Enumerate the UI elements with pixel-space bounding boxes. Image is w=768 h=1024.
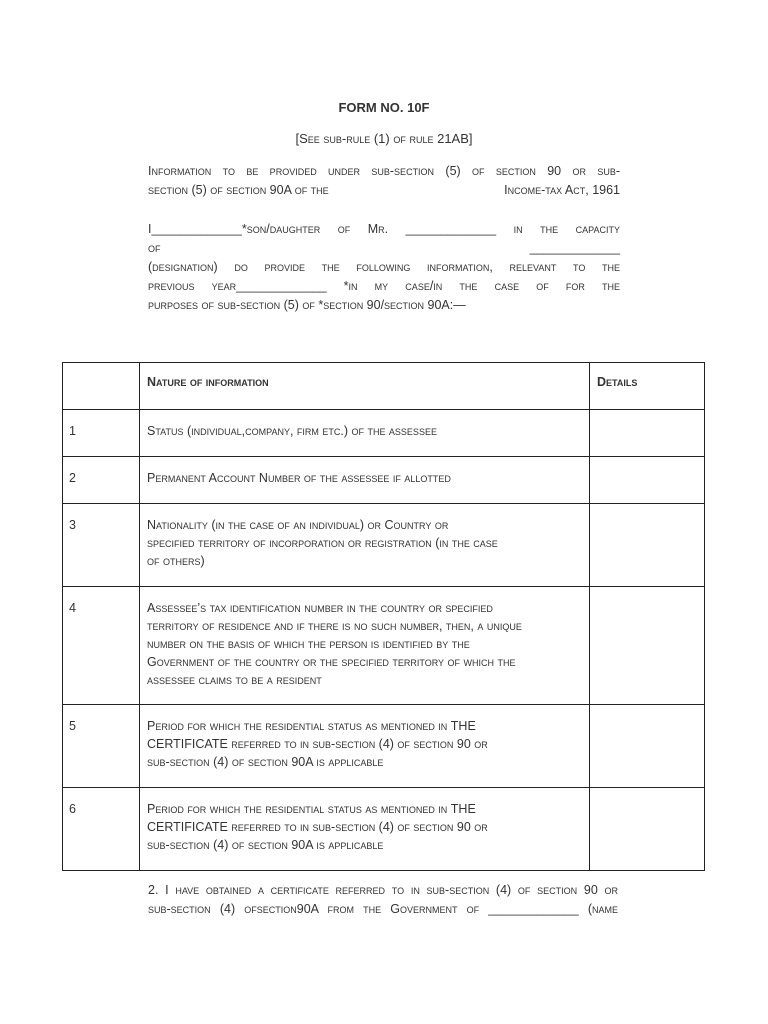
declaration-line-2-right: _____________: [529, 241, 620, 255]
declaration-line-1: I_____________*son/daughter of Mr. _____________ in the capacity: [148, 222, 620, 236]
table-header-row: [63, 363, 705, 410]
header-nature: Nature of information: [140, 363, 590, 410]
intro-line-2-right: Income-tax Act, 1961: [504, 183, 620, 197]
declaration-line-2-left: of: [148, 241, 161, 255]
intro-line-1: Information to be provided under sub-section (5) of section 90 or sub-: [148, 164, 620, 178]
table-row: [63, 410, 705, 457]
row-details-cell[interactable]: [590, 788, 705, 871]
table-row: [63, 587, 705, 705]
row-number: 3: [63, 504, 140, 587]
row-text-part-b: THE CERTIFICATE: [147, 719, 476, 751]
declaration-line-2: [148, 239, 620, 258]
row-text: Assessee’s tax identification number in the country or specified territory of residence and if there is no such number, then, a unique number on the basis of which the person is identified by the Government of the country or the specified territory of which the assessee claims to be a resident: [140, 587, 590, 705]
row-details-cell[interactable]: [590, 705, 705, 788]
form-title: FORM NO. 10F: [338, 100, 430, 115]
row-details-cell[interactable]: [590, 587, 705, 705]
intro-paragraph: [148, 162, 620, 200]
row-text-part-a: Period for which the residential status as mentioned in: [147, 719, 451, 733]
row-text-part-c: referred to in sub-section (4) of section 90 or sub-section (4) of section 90A is applicable: [147, 737, 488, 769]
row-text-part-a: Period for which the residential status as mentioned in: [147, 802, 451, 816]
row-number: 2: [63, 457, 140, 504]
row-text: [140, 788, 590, 871]
row-text-part-b: THE CERTIFICATE: [147, 802, 476, 834]
table-row: [63, 504, 705, 587]
row-text: [140, 705, 590, 788]
row-details-cell[interactable]: [590, 457, 705, 504]
declaration-line-5: purposes of sub-section (5) of *section 90/section 90A:—: [148, 298, 466, 312]
intro-line-2-left: section (5) of section 90A of the: [148, 183, 329, 197]
information-table: [62, 362, 705, 871]
row-number: 5: [63, 705, 140, 788]
declaration-line-4: previous year_____________ *in my case/in the case of for the: [148, 279, 620, 293]
row-text: Nationality (in the case of an individual) or Country or specified territory of incorporation or registration (in the case of others): [140, 504, 590, 587]
row-number: 6: [63, 788, 140, 871]
footer-line-2: sub-section (4) ofsection90A from the Government of _____________ (name: [148, 902, 618, 916]
row-details-cell[interactable]: [590, 504, 705, 587]
declaration-line-3: (designation) do provide the following information, relevant to the: [148, 260, 620, 274]
row-number: 1: [63, 410, 140, 457]
header-details: Details: [590, 363, 705, 410]
form-subtitle: [See sub-rule (1) of rule 21AB]: [295, 131, 473, 146]
header-number: [63, 363, 140, 410]
row-text: Permanent Account Number of the assessee if allotted: [140, 457, 590, 504]
row-text: Status (individual,company, firm etc.) of the assessee: [140, 410, 590, 457]
table-row: [63, 788, 705, 871]
intro-line-2: [148, 181, 620, 200]
row-details-cell[interactable]: [590, 410, 705, 457]
footer-paragraph: [148, 881, 618, 919]
row-text-part-c: referred to in sub-section (4) of section 90 or sub-section (4) of section 90A is applicable: [147, 820, 488, 852]
declaration-paragraph: [148, 220, 620, 315]
footer-line-1: 2. I have obtained a certificate referred to in sub-section (4) of section 90 or: [148, 883, 618, 897]
table-row: [63, 705, 705, 788]
row-number: 4: [63, 587, 140, 705]
table-row: [63, 457, 705, 504]
